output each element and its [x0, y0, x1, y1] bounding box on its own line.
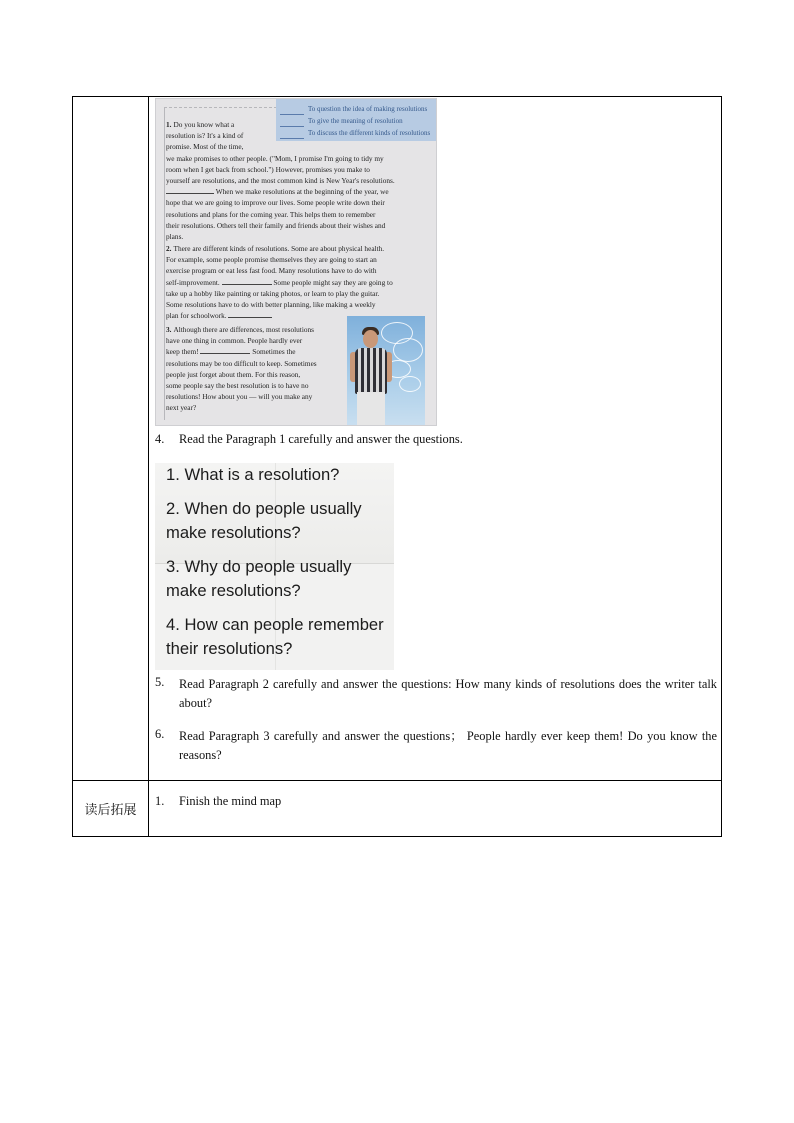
item-number: 1.	[155, 794, 165, 808]
reading-paragraph-1: 1. Do you know what a resolution is? It's a kind of promise. Most of the time, we make promises to other people. ("Mom, I promise I'm going to tidy my room when I get back from school.") However, promises you make to yourself are resolutions, and the most common kind is New Year's resolutions. When we make resolutions at the beginning of the year, we hope that we are going to improve our lives. Some people write down their resolutions and plans for the coming year. This helps them to remember their resolutions. Others tell their family and friends about their wishes and plans.	[166, 120, 395, 242]
item-number: 4.	[155, 432, 165, 446]
slide-question: 3. Why do people usually make resolutions?	[166, 557, 352, 600]
purpose-option: To question the idea of making resolutions	[280, 103, 430, 115]
paragraph1-questions-image	[155, 463, 394, 670]
item-text: Finish the mind map	[179, 794, 282, 808]
item-number: 5.	[155, 675, 165, 689]
row-divider	[73, 780, 721, 781]
question-item-4	[155, 432, 715, 450]
item-text: Read Paragraph 3 carefully and answer the questions； People hardly ever keep them! Do you know the reasons?	[179, 729, 717, 762]
thinking-boy-photo	[347, 316, 425, 426]
question-item-6	[155, 727, 717, 769]
question-item-5	[155, 675, 717, 717]
lesson-table	[72, 96, 722, 837]
reading-paragraph-3: 3. Although there are differences, most resolutions have one thing in common. People hardly ever keep them! Sometimes the resolutions may be too difficult to keep. Sometimes people just forget about them. For this reason, some people say the best resolution is to have no resolutions! How about you — will you make any next year?	[166, 325, 317, 413]
item-text: Read the Paragraph 1 carefully and answer the questions.	[179, 432, 463, 446]
slide-question: 4. How can people remember their resolutions?	[166, 615, 384, 658]
column-divider	[148, 97, 149, 836]
purpose-option: To discuss the different kinds of resolutions	[280, 127, 430, 139]
slide-question: 2. When do people usually make resolutions?	[166, 499, 362, 542]
item-number: 6.	[155, 727, 165, 741]
post-reading-extension-label: 读后拓展	[84, 803, 137, 818]
slide-question: 1. What is a resolution?	[166, 465, 340, 484]
item-text: Read Paragraph 2 carefully and answer the questions: How many kinds of resolutions does the writer talk about?	[179, 677, 717, 710]
purpose-option: To give the meaning of resolution	[280, 115, 430, 127]
mind-map-task	[155, 794, 715, 812]
textbook-reading-image	[155, 98, 437, 426]
reading-paragraph-2: 2. There are different kinds of resolutions. Some are about physical health. For example, some people promise themselves they are going to start an exercise program or eat less fast food. Many resolutions have to do with self-improvement. Some people might say they are going to take up a hobby like painting or taking photos, or learn to play the guitar. Some resolutions have to do with better planning, like making a weekly plan for schoolwork.	[166, 244, 393, 321]
